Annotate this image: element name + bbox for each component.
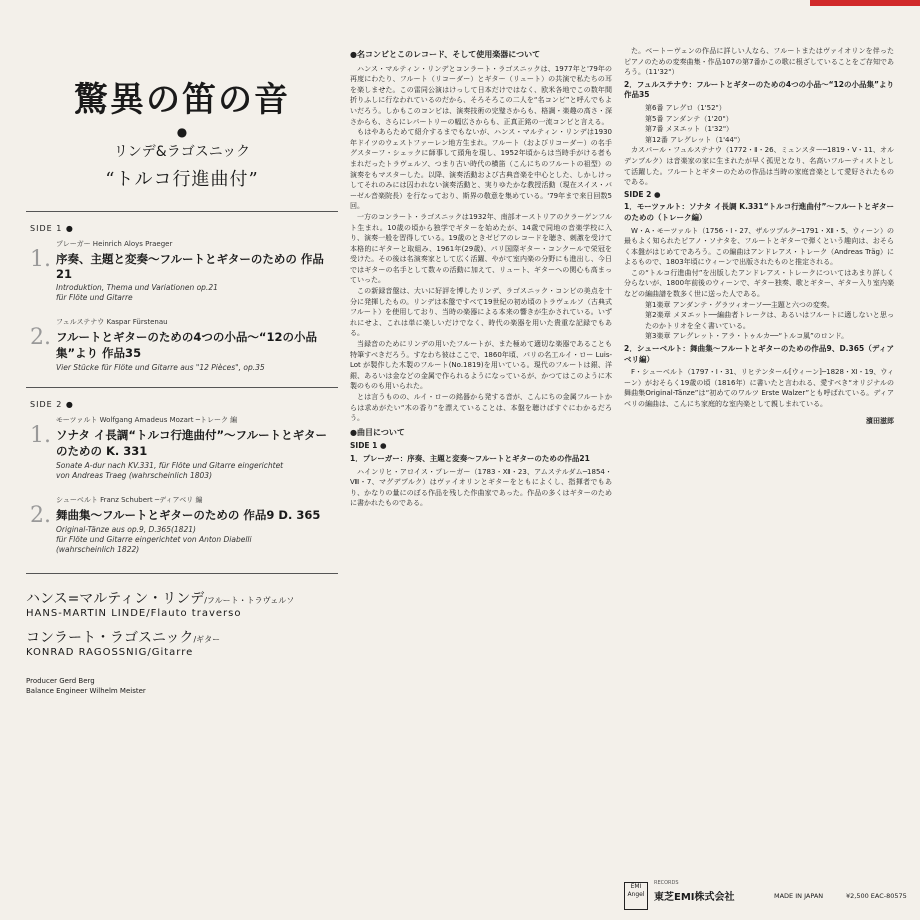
track-number: 1. xyxy=(30,247,51,272)
list-line: 第1楽章 アンダンテ・グラツィオーソ──主題と六つの変奏。 xyxy=(645,300,834,309)
subheading: SIDE 1 ● xyxy=(350,441,387,451)
track-title: ソナタ イ長調“トルコ行進曲付”〜フルートとギターのための K. 331 xyxy=(56,428,327,458)
paragraph: とは言うものの、ルイ・ローの銘器から発する音が、こんにちの金属フルートからは求めがたい“木の香り”を漂えていることは、本盤を聴けばすぐにわかるだろう。 xyxy=(350,393,612,423)
paragraph: F・シューベルト（1797・Ⅰ・31、リヒテンタール[ウィーン]─1828・Ⅺ・19、ウィーン）がおそらく19歳の頃（1816年）に書いたと言われる、愛すべき“オリジナルの舞曲集Original-Tänze”は“初めてのワルツ Erste Walzer”とも呼ばれている。ディアベリの編曲は、こんにち家庭的な室内楽として親しまれている。 xyxy=(624,368,894,408)
album-title: 驚異の笛の音 xyxy=(74,80,290,120)
paragraph: もはやあらためて紹介するまでもないが、ハンス・マルティン・リンデは1930年ドイツのウェストファーレン地方生まれ。フルート（およびリコーダー）の名手グスターフ・シェックに師事して頭角を現し、1952年頃からは当時手がける者もまれだったトラヴェルソ、つまり古い時代の横笛（こんにちのフルートの祖型）の演奏をもマスターした。以降、演奏活動および古典音楽を中心とした、しかしけっしてそれのみには囚われない演奏活動と、実りゆたかな教授活動（現在スイス・バーゼル音楽院長）を行なっており、斯界の敬意を集めている。'79年まで来日回数5回。 xyxy=(350,128,612,211)
paragraph: ハインリヒ・アロイス・プレーガー（1783・Ⅻ・23、アムステルダム─1854・Ⅷ・7、マグデブルク）はヴァイオリンとギターをともによくし、指揮者でもあり、かなりの量にのぼる作品を残した作曲家であった。作品の多くはギターのために書かれたものである。 xyxy=(350,467,612,508)
made-in-japan: MADE IN JAPAN xyxy=(774,892,824,900)
side-2-track-1 xyxy=(26,415,338,481)
artist-1-jp: ハンス=マルティン・リンデ xyxy=(26,591,205,607)
production-credits xyxy=(26,676,338,696)
track-original-title: Original-Tänze aus op.9, D.365(1821) xyxy=(56,525,196,534)
paragraph: W・A・モーツァルト（1756・Ⅰ・27、ザルツブルク─1791・Ⅻ・5、ウィーン）の最もよく知られたピアノ・ソナタを、フルートとギターで弾くという趣向は、おそらく本盤がはじめてであろう。この編曲はアンドレアス・トレーク（Andreas Träg）によるもので、1803年頃にウィーンで出版されたものと推定される。 xyxy=(624,226,894,267)
artist-1-role-jp: /フルート・トラヴェルソ xyxy=(204,596,295,605)
artist-1-name-jp xyxy=(26,588,338,608)
red-corner-tab xyxy=(810,0,920,6)
track-composer: シューベルト Franz Schubert ─ディアベリ 編 xyxy=(56,496,203,504)
paragraph: この新録音盤は、大いに好評を博したリンデ、ラゴスニック・コンビの美点を十分に発揮したもの。リンデは本盤ですべて19世紀の初め頃のトラヴェルソ（古典式フルート）を使用しており、当時の楽器による本来の響きが生かされている。いずれにせよ、これは単に楽しいだけでなく、時代の楽器を用いた貴重な記録でもある。 xyxy=(350,287,612,338)
track-title: 舞曲集〜フルートとギターのための 作品9 D. 365 xyxy=(56,508,321,522)
artist-2-jp: コンラート・ラゴスニック xyxy=(26,630,194,646)
track-original-title: (wahrscheinlich 1822) xyxy=(56,545,140,554)
paragraph: 当録音のためにリンデの用いたフルートが、また極めて適切な楽器であることも特筆すべきだろう。すなわち彼はここで、1860年頃、パリの名工ルイ・ロー Luis-Lot が製作した木製のフルート(No.1819)を用いている。現代のフルートは銀、洋銀、あるいは金などの金属で作られるようになっているが、かつてはこのように木製のものも用いられた。 xyxy=(350,340,612,391)
left-panel xyxy=(26,40,338,696)
subheading: 2．シューベルト：舞曲集〜フルートとギターのための作品9、D.365（ディアベリ編） xyxy=(624,344,894,364)
paragraph: カスパール・フュルステナウ（1772・Ⅱ・26、ミュンスター─1819・Ⅴ・11、オルデンブルク）は音楽家の家に生まれたが早く孤児となり、名高いフルーティストとして活躍した。フルートとギターのための作品は当時の家庭音楽として愛好されたものである。 xyxy=(624,146,894,187)
track-composer: モーツァルト Wolfgang Amadeus Mozart ─トレーク 編 xyxy=(56,416,238,424)
artist-block xyxy=(26,573,338,658)
company-name: 東芝EMI株式会社 xyxy=(654,892,735,903)
emi-angel-logo: EMI Angel xyxy=(624,882,648,910)
artist-2-role-jp: /ギター xyxy=(193,635,221,644)
track-number: 2. xyxy=(30,503,51,528)
track-number: 2. xyxy=(30,325,51,350)
artist-2-name-en: KONRAD RAGOSSNIG/Gitarre xyxy=(26,647,194,658)
paragraph: ハンス・マルティン・リンデとコンラート・ラゴスニックは、1977年と'79年の再度にわたり、フルート（リコーダー）とギター（リュート）の共演で私たちの耳を楽しませた。この雷同公演はけっして日本だけではなく、欧米各地でこの数年間折りふしに行なわれているのだから、そろそろこの二人を“名コンビ”と呼んでもよいだろう。しかもこのコンビは、演奏技術の完璧さからも、格調・楽趣の高さ・深さからも、さらにレパートリーの幅広さからも、正真正銘の一流コンビと言える。 xyxy=(350,64,612,126)
side-2-track-2 xyxy=(26,495,338,555)
track-original-title: Vier Stücke für Flöte und Gitarre aus "12 Pièces", op.35 xyxy=(56,363,265,372)
side-1-label: SIDE 1 ● xyxy=(30,224,74,233)
title-bullet: ● xyxy=(176,125,188,139)
paragraph: この“トルコ行進曲付”を出版したアンドレアス・トレークについてはあまり詳しく分らないが、1800年前後のウィーンで、ギター独奏、歌とギター、ギター入り室内楽などの編曲譜を数多く世に送った人である。 xyxy=(624,268,894,299)
track-composer: プレーガー Heinrich Aloys Praeger xyxy=(56,240,173,248)
footer-tiny-text: RECORDS xyxy=(654,880,679,886)
track-number: 1. xyxy=(30,423,51,448)
side-1-tracklist xyxy=(26,239,338,373)
divider xyxy=(26,387,338,388)
author-signature: 濱田滋郎 xyxy=(866,416,894,425)
subheading: 2．フュルステナウ：フルートとギターのための4つの小品〜“12の小品集”より 作品35 xyxy=(624,79,894,100)
list-line: 第3楽章 アレグレット・アラ・トゥルカ──“トルコ風”のロンド。 xyxy=(645,332,849,341)
artist-2-name-jp xyxy=(26,627,338,647)
liner-notes-column-1 xyxy=(350,46,612,509)
section-heading: ●曲目について xyxy=(350,427,405,437)
subheading: SIDE 2 ● xyxy=(624,189,661,199)
album-subtitle-2: “トルコ行進曲付” xyxy=(105,169,259,190)
list-line: 第5番 アンダンテ（1'20"） xyxy=(645,114,733,123)
list-line: 第2楽章 メヌエット──編曲者トレークは、あるいはフルートに適しないと思ったのかトリオを全く書いている。 xyxy=(645,311,894,330)
track-title: フルートとギターのための4つの小品〜“12の小品集”より 作品35 xyxy=(56,330,317,360)
liner-notes-column-2 xyxy=(624,46,894,426)
list-line: 第6番 アレグロ（1'52"） xyxy=(645,103,726,112)
side-2-label: SIDE 2 ● xyxy=(30,400,74,409)
divider xyxy=(26,211,338,212)
label-footer xyxy=(624,880,908,910)
track-original-title: von Andreas Traeg (wahrscheinlich 1803) xyxy=(56,471,213,480)
track-composer: フュルステナウ Kaspar Fürstenau xyxy=(56,318,168,326)
subheading: 1．プレーガー：序奏、主題と変奏〜フルートとギターのための作品21 xyxy=(350,453,590,463)
track-original-title: für Flöte und Gitarre eingerichtet von Anton Diabelli xyxy=(56,535,252,544)
track-title: 序奏、主題と変奏〜フルートとギターのための 作品21 xyxy=(56,252,324,281)
list-line: 第12番 アレグレット（1'44"） xyxy=(645,135,745,144)
track-original-title: Sonate A-dur nach KV.331, für Flöte und Gitarre eingerichtet xyxy=(56,461,284,470)
price-catalog-number: ¥2,500 EAC-80575 xyxy=(846,892,907,900)
artist-1-name-en: HANS-MARTIN LINDE/Flauto traverso xyxy=(26,608,242,619)
producer-credit: Producer Gerd Berg xyxy=(26,677,95,685)
list-line: 第7番 メヌエット（1'32"） xyxy=(645,125,734,134)
side-2-tracklist xyxy=(26,415,338,555)
engineer-credit: Balance Engineer Wilhelm Meister xyxy=(26,687,146,695)
side-1-track-2 xyxy=(26,317,338,373)
paragraph: 一方のコンラート・ラゴスニックは1932年、南部オーストリアのクラーゲンフルト生まれ。10歳の頃から独学でギターを始めたが、14歳で同地の音楽学校に入り、演奏一般を習得している。19歳のときゼピアのレコードを聴き、刺激を受けて本格的にギターと取組み、1961年(29歳)、パリ国際ギター・コンクールで栄冠を受けた。その後は名演奏家として広く活躍、やがて室内楽の分野にも進出し、今日ではギターの名手として数々の活動に加えて、リュート、ギターへの関心も高まっていった。 xyxy=(350,212,612,285)
subheading: 1．モーツァルト：ソナタ イ長調 K.331“トルコ行進曲付”〜フルートとギターのための（トレーク編） xyxy=(624,202,894,222)
album-subtitle: リンデ&ラゴスニック xyxy=(113,144,251,160)
section-heading: ●名コンビとこのレコード、そして使用楽器について xyxy=(350,50,541,59)
side-1-track-1 xyxy=(26,239,338,303)
paragraph: た。ベートーヴェンの作品に詳しい人なら、フルートまたはヴァイオリンを伴ったピアノのための変奏曲集・作品107の第7番かこの歌に根ざしていることをご存知であろう。（11'32"） xyxy=(624,47,894,77)
track-original-title: für Flöte und Gitarre xyxy=(56,293,133,302)
track-original-title: Introduktion, Thema und Variationen op.21 xyxy=(56,283,218,292)
